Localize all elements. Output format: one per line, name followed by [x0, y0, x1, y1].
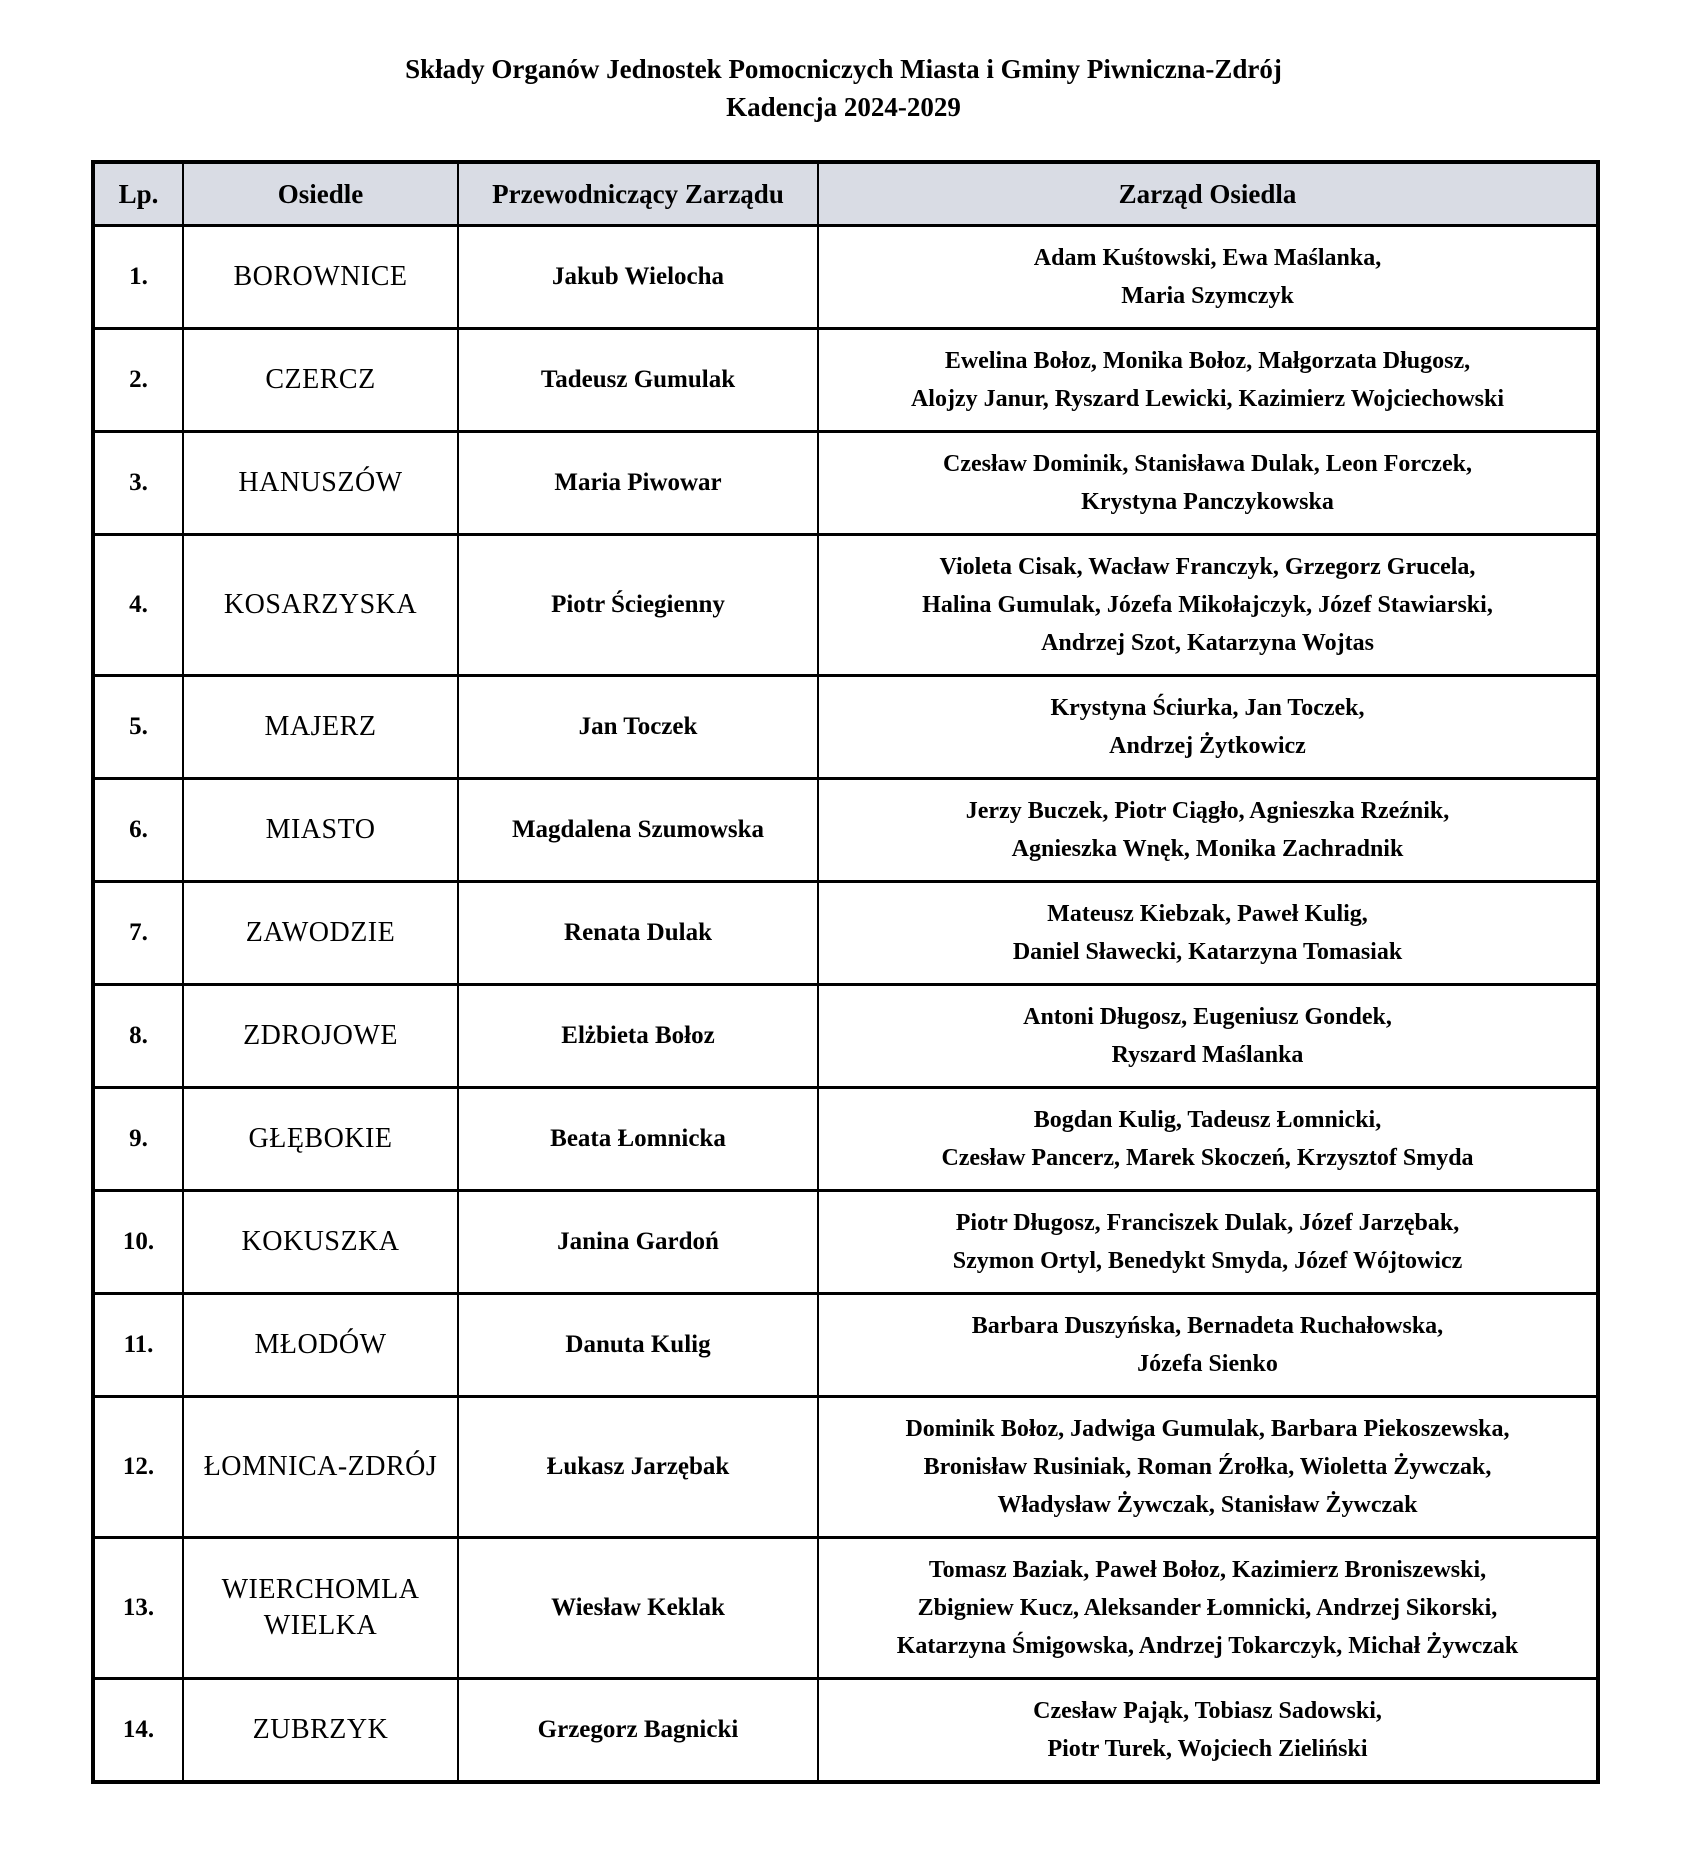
board-cell [818, 535, 1598, 676]
table-row [93, 226, 1598, 329]
document-title-line1: Składy Organów Jednostek Pomocniczych Miasta i Gminy Piwniczna-Zdrój [405, 54, 1282, 84]
row-number-cell: 13. [93, 1538, 183, 1679]
board-line: Andrzej Szot, Katarzyna Wojtas [1041, 630, 1374, 656]
table-row [93, 1191, 1598, 1294]
table-row [93, 1397, 1598, 1538]
board-cell [818, 676, 1598, 779]
district-cell: MŁODÓW [183, 1294, 458, 1397]
board-line: Czesław Pająk, Tobiasz Sadowski, [1033, 1698, 1382, 1724]
board-line: Bronisław Rusiniak, Roman Źrołka, Wioletta Żywczak, [923, 1454, 1492, 1480]
board-line: Daniel Sławecki, Katarzyna Tomasiak [1012, 939, 1403, 965]
table-row [93, 329, 1598, 432]
board-cell [818, 1294, 1598, 1397]
district-cell: KOSARZYSKA [183, 535, 458, 676]
district-cell: HANUSZÓW [183, 432, 458, 535]
district-cell: MAJERZ [183, 676, 458, 779]
header-zarzad: Zarząd Osiedla [818, 162, 1598, 226]
board-line: Czesław Dominik, Stanisława Dulak, Leon Forczek, [943, 451, 1472, 477]
row-number-cell: 2. [93, 329, 183, 432]
row-number-cell: 9. [93, 1088, 183, 1191]
board-cell [818, 1088, 1598, 1191]
district-cell: GŁĘBOKIE [183, 1088, 458, 1191]
chairman-cell: Grzegorz Bagnicki [458, 1679, 818, 1783]
chairman-cell: Jan Toczek [458, 676, 818, 779]
district-cell: ŁOMNICA-ZDRÓJ [183, 1397, 458, 1538]
chairman-cell: Magdalena Szumowska [458, 779, 818, 882]
board-line: Mateusz Kiebzak, Paweł Kulig, [1047, 901, 1368, 927]
board-cell [818, 779, 1598, 882]
table-row [93, 779, 1598, 882]
table-row [93, 432, 1598, 535]
header-przewodniczacy: Przewodniczący Zarządu [458, 162, 818, 226]
board-line: Piotr Turek, Wojciech Zieliński [1047, 1736, 1368, 1762]
row-number-cell: 4. [93, 535, 183, 676]
district-cell: ZAWODZIE [183, 882, 458, 985]
board-cell [818, 1538, 1598, 1679]
district-cell: ZDROJOWE [183, 985, 458, 1088]
board-line: Ewelina Bołoz, Monika Bołoz, Małgorzata Długosz, [944, 348, 1471, 374]
board-line: Violeta Cisak, Wacław Franczyk, Grzegorz Grucela, [939, 554, 1476, 580]
row-number-cell: 7. [93, 882, 183, 985]
board-line: Czesław Pancerz, Marek Skoczeń, Krzysztof Smyda [941, 1145, 1474, 1171]
table-row [93, 676, 1598, 779]
district-cell: KOKUSZKA [183, 1191, 458, 1294]
row-number-cell: 11. [93, 1294, 183, 1397]
row-number-cell: 3. [93, 432, 183, 535]
chairman-cell: Renata Dulak [458, 882, 818, 985]
table-row [93, 1088, 1598, 1191]
board-line: Bogdan Kulig, Tadeusz Łomnicki, [1033, 1107, 1382, 1133]
board-line: Józefa Sienko [1137, 1351, 1278, 1377]
document-title [91, 50, 1596, 126]
row-number-cell: 5. [93, 676, 183, 779]
header-lp: Lp. [93, 162, 183, 226]
chairman-cell: Danuta Kulig [458, 1294, 818, 1397]
row-number-cell: 12. [93, 1397, 183, 1538]
board-line: Krystyna Ściurka, Jan Toczek, [1050, 695, 1365, 721]
chairman-cell: Elżbieta Bołoz [458, 985, 818, 1088]
board-line: Andrzej Żytkowicz [1109, 733, 1306, 759]
board-line: Krystyna Panczykowska [1081, 489, 1334, 515]
board-line: Katarzyna Śmigowska, Andrzej Tokarczyk, Michał Żywczak [896, 1633, 1519, 1659]
table-header-row [93, 162, 1598, 226]
board-line: Szymon Ortyl, Benedykt Smyda, Józef Wójtowicz [952, 1248, 1463, 1274]
table-row [93, 985, 1598, 1088]
chairman-cell: Tadeusz Gumulak [458, 329, 818, 432]
board-line: Antoni Długosz, Eugeniusz Gondek, [1023, 1004, 1392, 1030]
board-cell [818, 1679, 1598, 1783]
board-line: Barbara Duszyńska, Bernadeta Ruchałowska, [971, 1313, 1444, 1339]
document-title-line2: Kadencja 2024-2029 [726, 92, 961, 122]
row-number-cell: 14. [93, 1679, 183, 1783]
board-cell [818, 432, 1598, 535]
chairman-cell: Wiesław Keklak [458, 1538, 818, 1679]
roster-table [91, 160, 1600, 1784]
district-cell: BOROWNICE [183, 226, 458, 329]
board-cell [818, 1191, 1598, 1294]
row-number-cell: 10. [93, 1191, 183, 1294]
board-cell [818, 226, 1598, 329]
board-line: Dominik Bołoz, Jadwiga Gumulak, Barbara Piekoszewska, [905, 1416, 1510, 1442]
board-cell [818, 882, 1598, 985]
chairman-cell: Piotr Ściegienny [458, 535, 818, 676]
chairman-cell: Janina Gardoń [458, 1191, 818, 1294]
header-osiedle: Osiedle [183, 162, 458, 226]
board-line: Piotr Długosz, Franciszek Dulak, Józef Jarzębak, [955, 1210, 1460, 1236]
board-line: Tomasz Baziak, Paweł Bołoz, Kazimierz Broniszewski, [928, 1557, 1487, 1583]
board-cell [818, 985, 1598, 1088]
chairman-cell: Beata Łomnicka [458, 1088, 818, 1191]
board-line: Jerzy Buczek, Piotr Ciągło, Agnieszka Rzeźnik, [965, 798, 1450, 824]
chairman-cell: Jakub Wielocha [458, 226, 818, 329]
board-cell [818, 329, 1598, 432]
row-number-cell: 6. [93, 779, 183, 882]
row-number-cell: 1. [93, 226, 183, 329]
chairman-cell: Maria Piwowar [458, 432, 818, 535]
board-line: Adam Kuśtowski, Ewa Maślanka, [1033, 245, 1382, 271]
board-line: Ryszard Maślanka [1111, 1042, 1304, 1068]
board-cell [818, 1397, 1598, 1538]
table-row [93, 535, 1598, 676]
board-line: Halina Gumulak, Józefa Mikołajczyk, Józef Stawiarski, [922, 592, 1493, 618]
district-cell: CZERCZ [183, 329, 458, 432]
district-cell: MIASTO [183, 779, 458, 882]
board-line: Władysław Żywczak, Stanisław Żywczak [997, 1492, 1418, 1518]
board-line: Maria Szymczyk [1121, 283, 1294, 309]
board-line: Agnieszka Wnęk, Monika Zachradnik [1011, 836, 1404, 862]
table-row [93, 1679, 1598, 1783]
table-row [93, 882, 1598, 985]
table-row [93, 1538, 1598, 1679]
board-line: Alojzy Janur, Ryszard Lewicki, Kazimierz Wojciechowski [910, 386, 1505, 412]
district-cell: WIERCHOMLA WIELKA [183, 1538, 458, 1679]
table-row [93, 1294, 1598, 1397]
board-line: Zbigniew Kucz, Aleksander Łomnicki, Andrzej Sikorski, [917, 1595, 1498, 1621]
chairman-cell: Łukasz Jarzębak [458, 1397, 818, 1538]
district-cell: ZUBRZYK [183, 1679, 458, 1783]
row-number-cell: 8. [93, 985, 183, 1088]
